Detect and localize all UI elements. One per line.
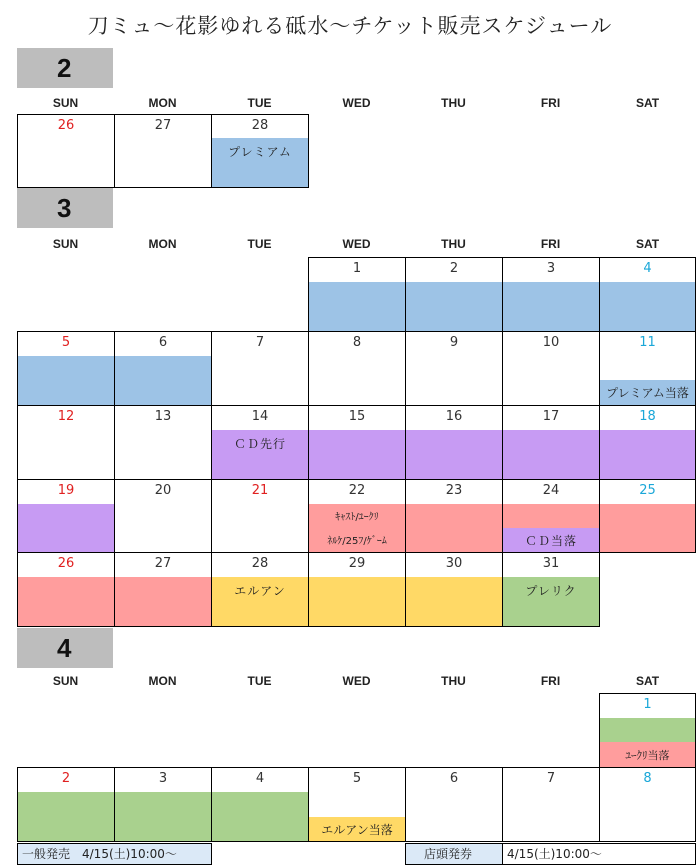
day-number: 2: [449, 261, 459, 276]
event-band-cd-presale: [18, 504, 114, 552]
event-label-eruan-result: エルアン当落: [321, 823, 393, 837]
day-cell-mar-23: [405, 479, 503, 553]
day-number: 22: [348, 483, 366, 498]
event-label-nerch-25: ﾈﾙｹ/25ﾌ/ｹﾞｰﾑ: [327, 536, 387, 547]
event-band-general-lottery: [503, 504, 599, 528]
event-band-cd-presale: [503, 430, 599, 479]
day-number: 14: [251, 409, 269, 424]
day-number: 11: [639, 335, 656, 350]
day-number: 21: [251, 483, 269, 498]
weekday-wed: WED: [342, 237, 371, 251]
day-cell-feb-27: [114, 114, 212, 188]
day-cell-mar-31: [502, 552, 600, 627]
day-number: 31: [542, 556, 560, 571]
event-band-eruan: [309, 577, 405, 626]
day-cell-apr-5: [308, 767, 406, 842]
month-label-march: 3: [17, 188, 113, 228]
day-cell-mar-4: [599, 257, 696, 332]
event-label-premium-result: プレミアム当落: [606, 386, 689, 400]
day-number: 27: [154, 118, 172, 133]
day-cell-mar-13: [114, 405, 212, 480]
day-number: 15: [348, 409, 366, 424]
event-band-premium: [309, 282, 405, 331]
event-band-cd-presale: [309, 430, 405, 479]
weekday-sat: SAT: [635, 237, 660, 251]
day-number: 1: [643, 697, 652, 712]
event-band-premium: [406, 282, 502, 331]
event-band-premium: [115, 356, 211, 405]
weekday-mon: MON: [148, 96, 177, 110]
day-cell-mar-19: [17, 479, 115, 553]
day-cell-mar-21: [211, 479, 309, 553]
day-cell-apr-7: [502, 767, 600, 842]
weekday-sun: SUN: [52, 237, 79, 251]
day-number: 29: [348, 556, 366, 571]
day-cell-mar-2: [405, 257, 503, 332]
day-number: 16: [445, 409, 463, 424]
day-number: 7: [546, 771, 556, 786]
day-cell-mar-22: [308, 479, 406, 553]
day-cell-mar-9: [405, 331, 503, 406]
day-number: 6: [158, 335, 168, 350]
event-band-cd-presale: [600, 430, 695, 479]
event-band-cd-presale: [406, 430, 502, 479]
event-band-general-lottery: [115, 577, 211, 626]
day-cell-mar-18: [599, 405, 696, 480]
day-cell-mar-26: [17, 552, 115, 627]
day-cell-mar-30: [405, 552, 503, 627]
weekday-fri: FRI: [540, 237, 561, 251]
event-label-preriku: プレリク: [525, 584, 577, 598]
day-number: 20: [154, 483, 172, 498]
day-number: 19: [57, 483, 75, 498]
day-number: 30: [445, 556, 463, 571]
weekday-sun: SUN: [52, 674, 79, 688]
day-number: 28: [251, 118, 269, 133]
event-band-general-lottery: [600, 504, 695, 552]
day-cell-mar-5: [17, 331, 115, 406]
day-cell-mar-7: [211, 331, 309, 406]
day-cell-mar-27: [114, 552, 212, 627]
weekday-wed: WED: [342, 96, 371, 110]
day-cell-apr-3: [114, 767, 212, 842]
day-cell-apr-4: [211, 767, 309, 842]
day-cell-mar-14: [211, 405, 309, 480]
day-cell-mar-24: [502, 479, 600, 553]
day-number: 4: [643, 261, 652, 276]
day-cell-feb-26: [17, 114, 115, 188]
event-band-premium: [18, 356, 114, 405]
event-label-eruan: エルアン: [234, 584, 286, 598]
store-ticketing-date: 4/15(土)10:00〜: [502, 843, 696, 865]
day-cell-mar-1: [308, 257, 406, 332]
event-label-cast-uchikuri: ｷｬｽﾄ/ﾕｰｸﾘ: [335, 512, 379, 523]
event-band-premium: [503, 282, 599, 331]
event-band-preriku: [212, 792, 308, 841]
day-number: 5: [352, 771, 362, 786]
day-cell-apr-2: [17, 767, 115, 842]
weekday-thu: THU: [441, 96, 466, 110]
weekday-fri: FRI: [540, 674, 561, 688]
weekday-wed: WED: [342, 674, 371, 688]
event-band-general-lottery: [18, 577, 114, 626]
weekday-sat: SAT: [635, 96, 660, 110]
event-band-preriku: [115, 792, 211, 841]
day-number: 1: [352, 261, 362, 276]
page-title: 刀ミュ〜花影ゆれる砥水〜チケット販売スケジュール: [87, 14, 613, 38]
day-number: 17: [542, 409, 560, 424]
day-number: 28: [251, 556, 269, 571]
day-number: 5: [61, 335, 71, 350]
day-number: 3: [158, 771, 168, 786]
event-label-premium: プレミアム: [228, 145, 292, 159]
day-number: 4: [255, 771, 265, 786]
event-label-uchikuri-result: ﾕｰｸﾘ当落: [625, 749, 670, 762]
day-number: 10: [542, 335, 560, 350]
event-label-cd-result: ＣＤ当落: [524, 534, 577, 548]
day-cell-apr-8: [599, 767, 696, 842]
weekday-sun: SUN: [52, 96, 79, 110]
month-label-april: 4: [17, 628, 113, 668]
month-label-february: 2: [17, 48, 113, 88]
day-number: 9: [449, 335, 459, 350]
day-number: 7: [255, 335, 265, 350]
day-cell-feb-28: [211, 114, 309, 188]
day-cell-mar-16: [405, 405, 503, 480]
event-band-general-lottery: [406, 504, 502, 552]
day-cell-mar-15: [308, 405, 406, 480]
weekday-thu: THU: [441, 237, 466, 251]
day-cell-mar-8: [308, 331, 406, 406]
weekday-mon: MON: [148, 674, 177, 688]
day-cell-mar-29: [308, 552, 406, 627]
day-number: 8: [643, 771, 652, 786]
day-cell-mar-6: [114, 331, 212, 406]
day-number: 26: [57, 118, 75, 133]
day-number: 25: [639, 483, 656, 498]
weekday-mon: MON: [148, 237, 177, 251]
general-sale-label: 一般発売 4/15(土)10:00〜: [17, 843, 212, 865]
event-label-cd-presale: ＣＤ先行: [233, 437, 286, 451]
day-cell-mar-3: [502, 257, 600, 332]
weekday-tue: TUE: [247, 674, 272, 688]
day-number: 27: [154, 556, 172, 571]
event-band-premium: [600, 282, 695, 331]
day-number: 12: [57, 409, 75, 424]
day-number: 2: [61, 771, 71, 786]
day-cell-mar-12: [17, 405, 115, 480]
weekday-fri: FRI: [540, 96, 561, 110]
weekday-sat: SAT: [635, 674, 660, 688]
day-number: 23: [445, 483, 463, 498]
day-cell-mar-17: [502, 405, 600, 480]
weekday-tue: TUE: [247, 96, 272, 110]
day-cell-apr-6: [405, 767, 503, 842]
day-number: 13: [154, 409, 172, 424]
day-cell-apr-1: [599, 693, 696, 768]
event-band-preriku: [600, 718, 695, 742]
day-number: 3: [546, 261, 556, 276]
day-cell-mar-25: [599, 479, 696, 553]
day-number: 8: [352, 335, 362, 350]
day-cell-mar-11: [599, 331, 696, 406]
weekday-tue: TUE: [247, 237, 272, 251]
event-band-preriku: [18, 792, 114, 841]
day-number: 18: [639, 409, 656, 424]
day-number: 24: [542, 483, 560, 498]
day-cell-mar-20: [114, 479, 212, 553]
day-cell-mar-10: [502, 331, 600, 406]
day-number: 6: [449, 771, 459, 786]
event-band-eruan: [406, 577, 502, 626]
weekday-thu: THU: [441, 674, 466, 688]
day-number: 26: [57, 556, 75, 571]
store-ticketing-label: 店頭発券: [405, 843, 503, 865]
day-cell-mar-28: [211, 552, 309, 627]
